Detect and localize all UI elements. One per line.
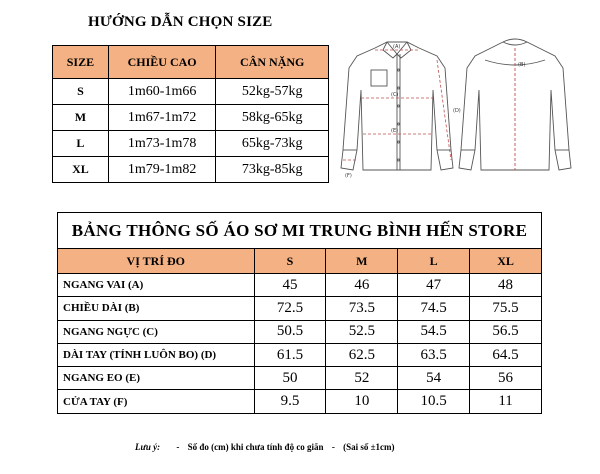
size-cell: S xyxy=(53,79,109,105)
height-cell: 1m79-1m82 xyxy=(108,157,216,183)
size-m-column-header: M xyxy=(326,249,398,274)
marker-f-label: (F) xyxy=(345,173,352,179)
measurement-value: 47 xyxy=(398,274,470,297)
size-cell: L xyxy=(53,131,109,157)
marker-d-label: (D) xyxy=(453,108,461,114)
spec-table-row xyxy=(58,320,542,343)
measurement-value: 52 xyxy=(326,367,398,390)
measurement-value: 48 xyxy=(470,274,542,297)
spec-table-header-row xyxy=(58,249,542,274)
footnote xyxy=(135,442,475,452)
size-s-column-header: S xyxy=(254,249,326,274)
height-column-header: CHIỀU CAO xyxy=(108,46,216,79)
footnote-label: Lưu ý: xyxy=(135,442,161,452)
measurement-label: CHIỀU DÀI (B) xyxy=(58,297,255,320)
measurement-value: 54 xyxy=(398,367,470,390)
measurement-value: 10.5 xyxy=(398,390,470,413)
shirt-back-illustration xyxy=(459,39,571,170)
weight-cell: 52kg-57kg xyxy=(216,79,329,105)
shirt-front-illustration xyxy=(341,42,453,170)
position-column-header: VỊ TRÍ ĐO xyxy=(58,249,255,274)
measurement-value: 63.5 xyxy=(398,343,470,366)
measurement-value: 54.5 xyxy=(398,320,470,343)
footnote-dash: - xyxy=(331,442,335,452)
measurement-label: CỬA TAY (F) xyxy=(58,390,255,413)
measurement-value: 50.5 xyxy=(254,320,326,343)
measurement-value: 72.5 xyxy=(254,297,326,320)
measurement-value: 10 xyxy=(326,390,398,413)
measurement-value: 50 xyxy=(254,367,326,390)
spec-table-title-row xyxy=(58,213,542,249)
weight-cell: 73kg-85kg xyxy=(216,157,329,183)
footnote-tolerance-note: (Sai số ±1cm) xyxy=(343,442,395,452)
marker-e-label: (E) xyxy=(391,128,399,134)
size-cell: XL xyxy=(53,157,109,183)
weight-cell: 65kg-73kg xyxy=(216,131,329,157)
measurement-value: 56.5 xyxy=(470,320,542,343)
measurement-value: 45 xyxy=(254,274,326,297)
measurement-value: 74.5 xyxy=(398,297,470,320)
height-cell: 1m73-1m78 xyxy=(108,131,216,157)
measurement-value: 61.5 xyxy=(254,343,326,366)
size-table-row xyxy=(53,79,329,105)
size-table-row xyxy=(53,131,329,157)
size-guide-title: HƯỚNG DẪN CHỌN SIZE xyxy=(88,14,273,30)
spec-table-row xyxy=(58,367,542,390)
spec-table-row xyxy=(58,274,542,297)
size-table-row xyxy=(53,157,329,183)
measurement-value: 52.5 xyxy=(326,320,398,343)
size-table-header-row xyxy=(53,46,329,79)
marker-b-label: (B) xyxy=(518,62,526,68)
spec-table xyxy=(57,212,542,414)
measurement-label: DÀI TAY (TÍNH LUÔN BO) (D) xyxy=(58,343,255,366)
measurement-value: 62.5 xyxy=(326,343,398,366)
measurement-value: 73.5 xyxy=(326,297,398,320)
footnote-measurement-note: Số đo (cm) khi chưa tính độ co giãn xyxy=(187,442,324,452)
measurement-label: NGANG EO (E) xyxy=(58,367,255,390)
spec-table-row xyxy=(58,390,542,413)
size-cell: M xyxy=(53,105,109,131)
spec-table-row xyxy=(58,297,542,320)
size-table-row xyxy=(53,105,329,131)
weight-cell: 58kg-65kg xyxy=(216,105,329,131)
marker-c-label: (C) xyxy=(391,92,399,98)
size-guide-table xyxy=(52,45,329,183)
weight-column-header: CÂN NẶNG xyxy=(216,46,329,79)
measurement-label: NGANG VAI (A) xyxy=(58,274,255,297)
size-column-header: SIZE xyxy=(53,46,109,79)
measurement-value: 46 xyxy=(326,274,398,297)
measurement-label: NGANG NGỰC (C) xyxy=(58,320,255,343)
measurement-value: 11 xyxy=(470,390,542,413)
marker-a-label: (A) xyxy=(393,44,401,50)
measurement-value: 75.5 xyxy=(470,297,542,320)
measurement-value: 64.5 xyxy=(470,343,542,366)
spec-table-title: BẢNG THÔNG SỐ ÁO SƠ MI TRUNG BÌNH HẾN STORE xyxy=(58,213,542,249)
measurement-value: 9.5 xyxy=(254,390,326,413)
footnote-dash: - xyxy=(176,442,180,452)
shirt-measurement-diagram xyxy=(335,30,575,180)
size-xl-column-header: XL xyxy=(470,249,542,274)
size-l-column-header: L xyxy=(398,249,470,274)
measurement-value: 56 xyxy=(470,367,542,390)
height-cell: 1m60-1m66 xyxy=(108,79,216,105)
spec-table-row xyxy=(58,343,542,366)
height-cell: 1m67-1m72 xyxy=(108,105,216,131)
